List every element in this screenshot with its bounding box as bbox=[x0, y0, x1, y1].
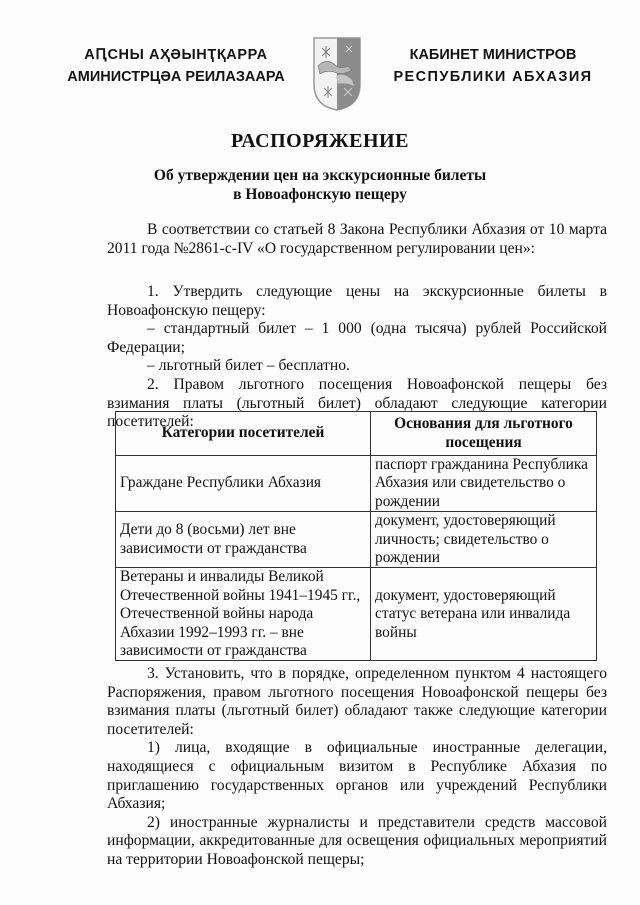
item1-standard-ticket: – стандартный билет – 1 000 (одна тысяча) рублей Российской Федерации; bbox=[107, 320, 607, 356]
table-row bbox=[116, 512, 597, 568]
item2-paragraph: 2. Правом льготного посещения Новоафонской пещеры без взимания платы (льготный билет) обладают следующие категории посетителей: bbox=[107, 375, 607, 431]
item3-subitem2: 2) иностранные журналисты и представители средств массовой информации, аккредитованные для освещения официальных мероприятий на территории Новоафонской пещеры; bbox=[107, 813, 607, 868]
table-cell-grounds: документ, удостоверяющий статус ветерана или инвалида войны bbox=[371, 568, 597, 661]
table-header-categories: Категории посетителей bbox=[116, 412, 371, 456]
preamble-block bbox=[107, 221, 607, 258]
header-abkhaz-line1: АԤСНЫ АҲӘЫНҬҚАРРА bbox=[84, 47, 268, 63]
header-russian-line1: КАБИНЕТ МИНИСТРОВ bbox=[409, 47, 577, 63]
item3-subitem1: 1) лица, входящие в официальные иностранные делегации, находящиеся с официальным визитом в Республике Абхазия по приглашению государственных органов или учреждений Республики Абхазия; bbox=[107, 739, 607, 813]
document-subtitle bbox=[0, 166, 640, 204]
item1-block bbox=[107, 283, 607, 432]
item1-paragraph: 1. Утвердить следующие цены на экскурсионные билеты в Новоафонскую пещеру: bbox=[107, 283, 607, 319]
table-cell-category: Граждане Республики Абхазия bbox=[116, 456, 371, 512]
table-header-grounds: Основания для льготного посещения bbox=[371, 412, 597, 456]
table-cell-category: Ветераны и инвалиды Великой Отечественной войны 1941–1945 гг., Отечественной войны народа Абхазии 1992–1993 гг. – вне зависимости от гражданства bbox=[116, 568, 371, 661]
table-cell-category: Дети до 8 (восьми) лет вне зависимости от гражданства bbox=[116, 512, 371, 568]
table-cell-grounds: паспорт гражданина Республика Абхазия или свидетельство о рождении bbox=[371, 456, 597, 512]
item1-free-ticket: – льготный билет – бесплатно. bbox=[147, 357, 350, 375]
subtitle-line2: в Новоафонскую пещеру bbox=[233, 186, 407, 203]
header-russian-title bbox=[388, 44, 598, 88]
header-abkhaz-line2: АМИНИСТРЦӘА РЕИЛАЗААРА bbox=[67, 69, 285, 85]
visitor-categories-table bbox=[115, 411, 597, 661]
subtitle-line1: Об утверждении цен на экскурсионные билеты bbox=[153, 167, 487, 184]
table-cell-grounds: документ, удостоверяющий личность; свидетельство о рождении bbox=[371, 512, 597, 568]
table-row bbox=[116, 568, 597, 661]
item3-block bbox=[107, 665, 607, 870]
table-row bbox=[116, 456, 597, 512]
coat-of-arms-icon bbox=[312, 36, 362, 112]
header-russian-line2: РЕСПУБЛИКИ АБХАЗИЯ bbox=[393, 69, 593, 85]
document-title: РАСПОРЯЖЕНИЕ bbox=[231, 130, 409, 152]
header-abkhaz-title bbox=[56, 44, 296, 88]
item3-paragraph: 3. Установить, что в порядке, определенном пунктом 4 настоящего Распоряжения, правом льготного посещения Новоафонской пещеры без взимания платы (льготный билет) обладают также следующие категории посетителей: bbox=[107, 665, 607, 738]
table-header-row bbox=[116, 412, 597, 456]
preamble-paragraph: В соответствии со статьей 8 Закона Республики Абхазия от 10 марта 2011 года №2861-с-IV «О государственном регулировании цен»: bbox=[107, 221, 607, 257]
